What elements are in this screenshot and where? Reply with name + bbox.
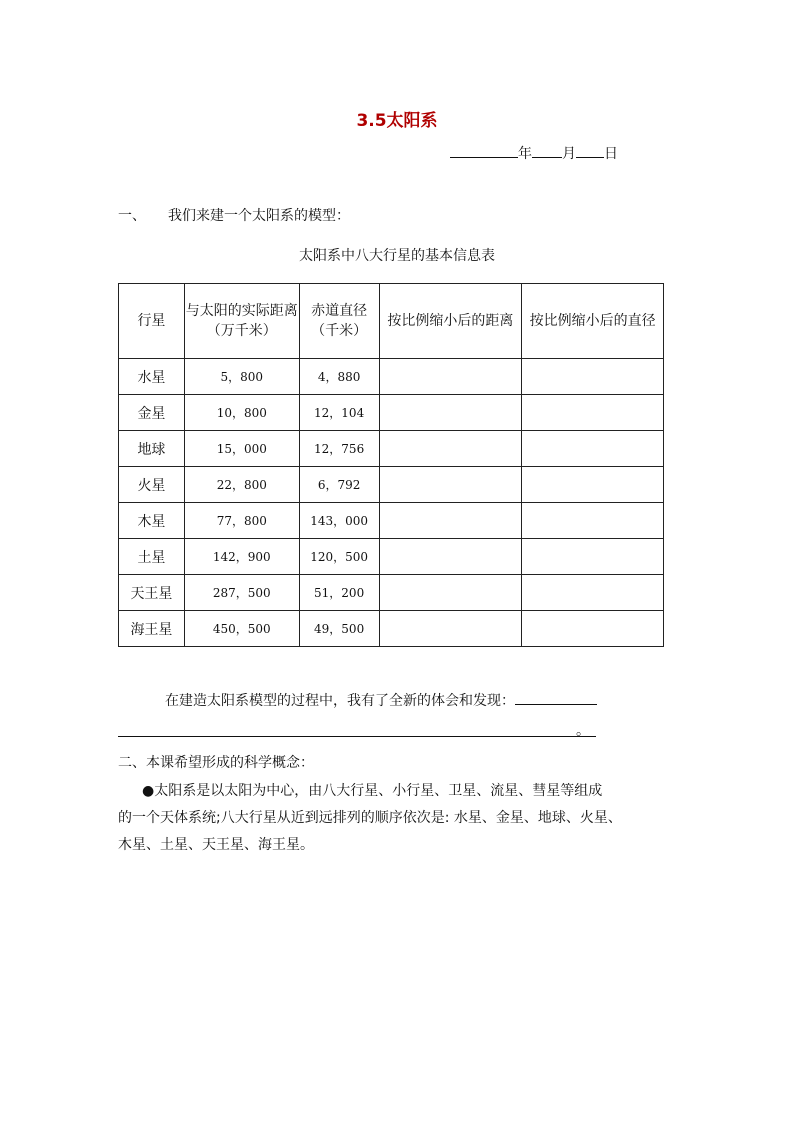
planet-info-table	[118, 283, 664, 647]
concept-paragraph	[118, 778, 624, 859]
year-blank[interactable]	[450, 143, 518, 158]
header-distance: 与太阳的实际距离（万千米）	[184, 284, 299, 359]
discovery-prompt-text: 在建造太阳系模型的过程中，我有了全新的体会和发现：	[165, 693, 515, 709]
month-blank[interactable]	[532, 143, 562, 158]
scaled-diameter-cell[interactable]	[522, 359, 664, 395]
date-line	[450, 143, 618, 163]
table-row	[119, 611, 664, 647]
planet-name: 火星	[119, 467, 185, 503]
table-caption: 太阳系中八大行星的基本信息表	[299, 248, 495, 264]
scaled-distance-cell[interactable]	[379, 611, 522, 647]
scaled-distance-cell[interactable]	[379, 395, 522, 431]
planet-name: 天王星	[119, 575, 185, 611]
header-diameter: 赤道直径（千米）	[299, 284, 379, 359]
section-2-heading: 二、本课希望形成的科学概念：	[118, 755, 314, 771]
section-1-text: 我们来建一个太阳系的模型：	[168, 208, 350, 224]
scaled-distance-cell[interactable]	[379, 431, 522, 467]
header-planet: 行星	[119, 284, 185, 359]
diameter-value: 6，792	[299, 467, 379, 503]
distance-value: 142，900	[184, 539, 299, 575]
scaled-diameter-cell[interactable]	[522, 467, 664, 503]
concept-line-2: 的一个天体系统;八大行星从近到远排列的顺序依次是: 水星、金星、地球、火星、	[118, 810, 622, 826]
year-label: 年	[518, 146, 532, 162]
distance-value: 450，500	[184, 611, 299, 647]
planet-name: 木星	[119, 503, 185, 539]
month-label: 月	[562, 146, 576, 162]
diameter-value: 12，104	[299, 395, 379, 431]
scaled-distance-cell[interactable]	[379, 539, 522, 575]
header-scaled-diameter: 按比例缩小后的直径	[522, 284, 664, 359]
discovery-prompt	[165, 690, 597, 710]
table-row	[119, 431, 664, 467]
scaled-distance-cell[interactable]	[379, 359, 522, 395]
scaled-diameter-cell[interactable]	[522, 539, 664, 575]
table-row	[119, 395, 664, 431]
table-row	[119, 359, 664, 395]
distance-value: 10，800	[184, 395, 299, 431]
planet-name: 金星	[119, 395, 185, 431]
diameter-value: 12，756	[299, 431, 379, 467]
distance-value: 287，500	[184, 575, 299, 611]
concept-line-3: 木星、土星、天王星、海王星。	[118, 837, 314, 853]
header-scaled-distance: 按比例缩小后的距离	[379, 284, 522, 359]
diameter-value: 49，500	[299, 611, 379, 647]
table-row	[119, 467, 664, 503]
distance-value: 77，800	[184, 503, 299, 539]
table-row	[119, 503, 664, 539]
diameter-value: 51，200	[299, 575, 379, 611]
diameter-value: 143，000	[299, 503, 379, 539]
discovery-end-mark: 。	[576, 723, 590, 739]
table-row	[119, 539, 664, 575]
page-title: 3.5太阳系	[356, 111, 438, 131]
scaled-distance-cell[interactable]	[379, 575, 522, 611]
scaled-distance-cell[interactable]	[379, 467, 522, 503]
diameter-value: 4，880	[299, 359, 379, 395]
distance-value: 5，800	[184, 359, 299, 395]
scaled-distance-cell[interactable]	[379, 503, 522, 539]
discovery-blank-2[interactable]	[118, 720, 596, 737]
concept-line-1: ●太阳系是以太阳为中心，由八大行星、小行星、卫星、流星、彗星等组成	[142, 783, 603, 799]
distance-value: 15，000	[184, 431, 299, 467]
planet-name: 水星	[119, 359, 185, 395]
planet-name: 海王星	[119, 611, 185, 647]
discovery-blank-1[interactable]	[515, 690, 597, 705]
day-blank[interactable]	[576, 143, 604, 158]
section-1-number: 一、	[118, 208, 146, 224]
scaled-diameter-cell[interactable]	[522, 575, 664, 611]
section-1-heading	[118, 205, 350, 225]
diameter-value: 120，500	[299, 539, 379, 575]
planet-name: 地球	[119, 431, 185, 467]
distance-value: 22，800	[184, 467, 299, 503]
scaled-diameter-cell[interactable]	[522, 395, 664, 431]
table-header-row	[119, 284, 664, 359]
table-row	[119, 575, 664, 611]
planet-name: 土星	[119, 539, 185, 575]
day-label: 日	[604, 146, 618, 162]
scaled-diameter-cell[interactable]	[522, 611, 664, 647]
scaled-diameter-cell[interactable]	[522, 431, 664, 467]
scaled-diameter-cell[interactable]	[522, 503, 664, 539]
